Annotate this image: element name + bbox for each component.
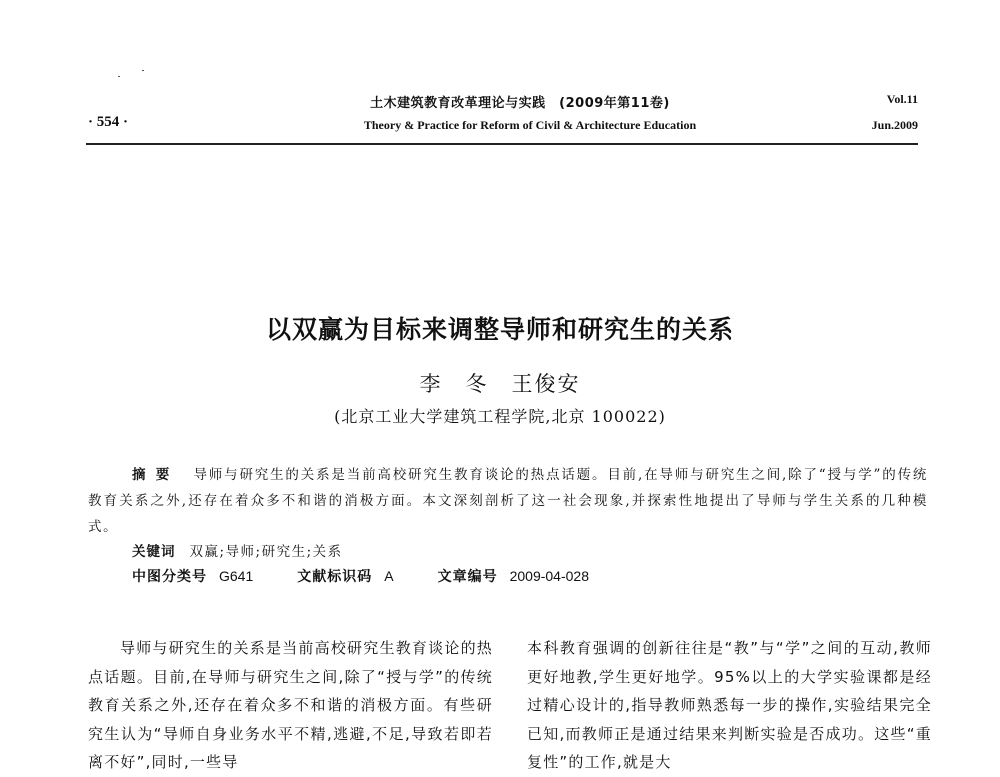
body-left-column — [88, 634, 493, 777]
doc-code-value: A — [384, 568, 394, 584]
scan-speck — [118, 76, 120, 77]
journal-title-cn: 土木建筑教育改革理论与实践 (2009年第11卷) — [370, 96, 670, 111]
abstract-label: 摘要 — [132, 467, 180, 483]
author-affiliation: (北京工业大学建筑工程学院,北京 100022) — [334, 407, 666, 426]
journal-title-en: Theory & Practice for Reform of Civil & Architecture Education — [363, 118, 697, 132]
body-right-paragraph: 本科教育强调的创新往往是“教”与“学”之间的互动,教师更好地教,学生更好地学。95%以上的大学实验课都是经过精心设计的,指导教师熟悉每一步的操作,实验结果完全已知,而教师正是通过结果来判断实验是否成功。这些“重复性”的工作,就是大 — [527, 639, 932, 771]
classification-line — [132, 566, 633, 586]
clc-value: G641 — [219, 568, 254, 584]
article-no-value: 2009-04-028 — [509, 568, 589, 584]
abstract — [88, 462, 928, 540]
keywords — [132, 540, 343, 560]
article-title: 以双赢为目标来调整导师和研究生的关系 — [265, 315, 734, 344]
clc-label: 中图分类号 — [132, 569, 207, 585]
keywords-label: 关键词 — [132, 544, 176, 560]
doc-code-label: 文献标识码 — [297, 569, 373, 585]
article-no-label: 文章编号 — [437, 569, 498, 585]
header-rule — [86, 143, 918, 145]
keywords-text: 双赢;导师;研究生;关系 — [189, 544, 343, 560]
issue-date: Jun.2009 — [871, 118, 918, 132]
volume-label: Vol.11 — [886, 92, 918, 106]
article-authors: 李 冬 王俊安 — [419, 372, 581, 396]
abstract-text: 导师与研究生的关系是当前高校研究生教育谈论的热点话题。目前,在导师与研究生之间,除了“授与学”的传统教育关系之外,还存在着众多不和谐的消极方面。本文深刻剖析了这一社会现象,并探索性地提出了导师与学生关系的几种模式。 — [88, 467, 929, 535]
body-right-column — [527, 634, 932, 777]
body-left-paragraph: 导师与研究生的关系是当前高校研究生教育谈论的热点话题。目前,在导师与研究生之间,除了“授与学”的传统教育关系之外,还存在着众多不和谐的消极方面。有些研究生认为“导师自身业务水平不精,逃避,不足,导致若即若离不好”,同时,一些导 — [88, 639, 493, 771]
page-number: · 554 · — [88, 114, 129, 130]
scan-speck — [142, 70, 144, 71]
